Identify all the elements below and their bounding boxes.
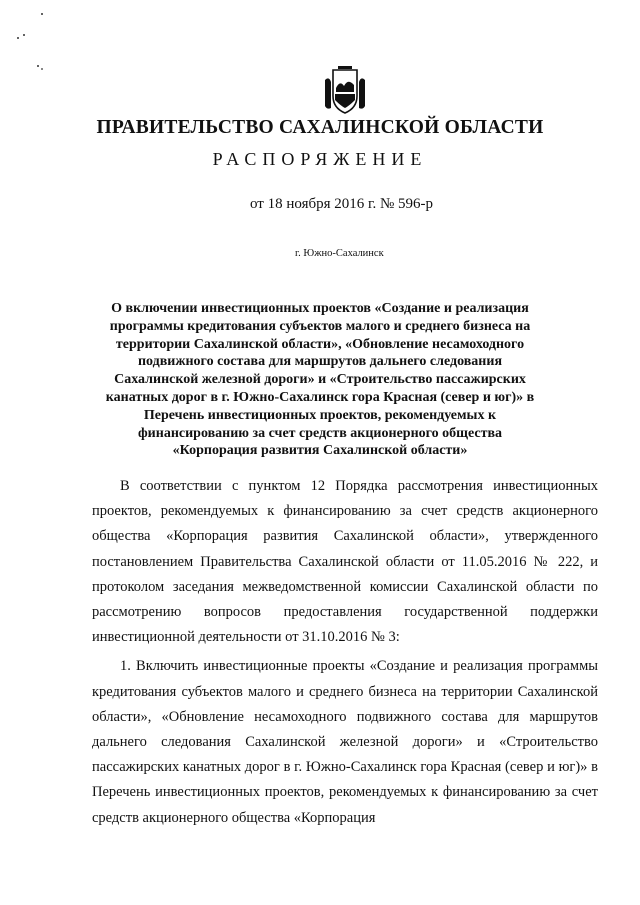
item-1-paragraph: 1. Включить инвестиционные проекты «Создание и реализация программы кредитования субъектов малого и среднего бизнеса на территории Сахалинской области», «Обновление несамоходного подвижного состава для маршрутов дальнего следования Сахалинской железной дороги» и «Строительство пассажирских канатных дорог в г. Южно-Сахалинск гора Красная (север и юг)» в Перечень инвестиционных проектов, рекомендуемых к финансированию за счет средств акционерного общества «Корпорация bbox=[92, 658, 598, 826]
document-subject: О включении инвестиционных проектов «Создание и реализация программы кредитования субъектов малого и среднего бизнеса на территории Сахалинской области», «Обновление несамоходного подвижного состава для маршрутов дальнего следования Сахалинской железной дороги» и «Строительство пассажирских канатных дорог в г. Южно-Сахалинск гора Красная (север и юг)» в Перечень инвестиционных проектов, рекомендуемых к финансированию за счет средств акционерного общества «Корпорация развития Сахалинской области» bbox=[105, 301, 535, 459]
document-type: РАСПОРЯЖЕНИЕ bbox=[212, 149, 428, 169]
issue-city: г. Южно-Сахалинск bbox=[295, 248, 384, 259]
scan-specks bbox=[0, 0, 640, 120]
document-date-number: от 18 ноября 2016 г. № 596-р bbox=[250, 196, 434, 212]
government-title: ПРАВИТЕЛЬСТВО САХАЛИНСКОЙ ОБЛАСТИ bbox=[96, 117, 544, 138]
preamble-paragraph: В соответствии с пунктом 12 Порядка рассмотрения инвестиционных проектов, рекомендуемых к финансированию за счет средств акционерного общества «Корпорация развития Сахалинской области», утвержденного постановлением Правительства Сахалинской области от 11.05.2016 № 222, и протоколом заседания межведомственной комиссии Сахалинской области по рассмотрению вопросов предоставления государственной поддержки инвестиционной деятельности от 31.10.2016 № 3: bbox=[92, 478, 598, 646]
coat-of-arms-icon bbox=[323, 66, 367, 116]
document-body bbox=[92, 474, 598, 835]
